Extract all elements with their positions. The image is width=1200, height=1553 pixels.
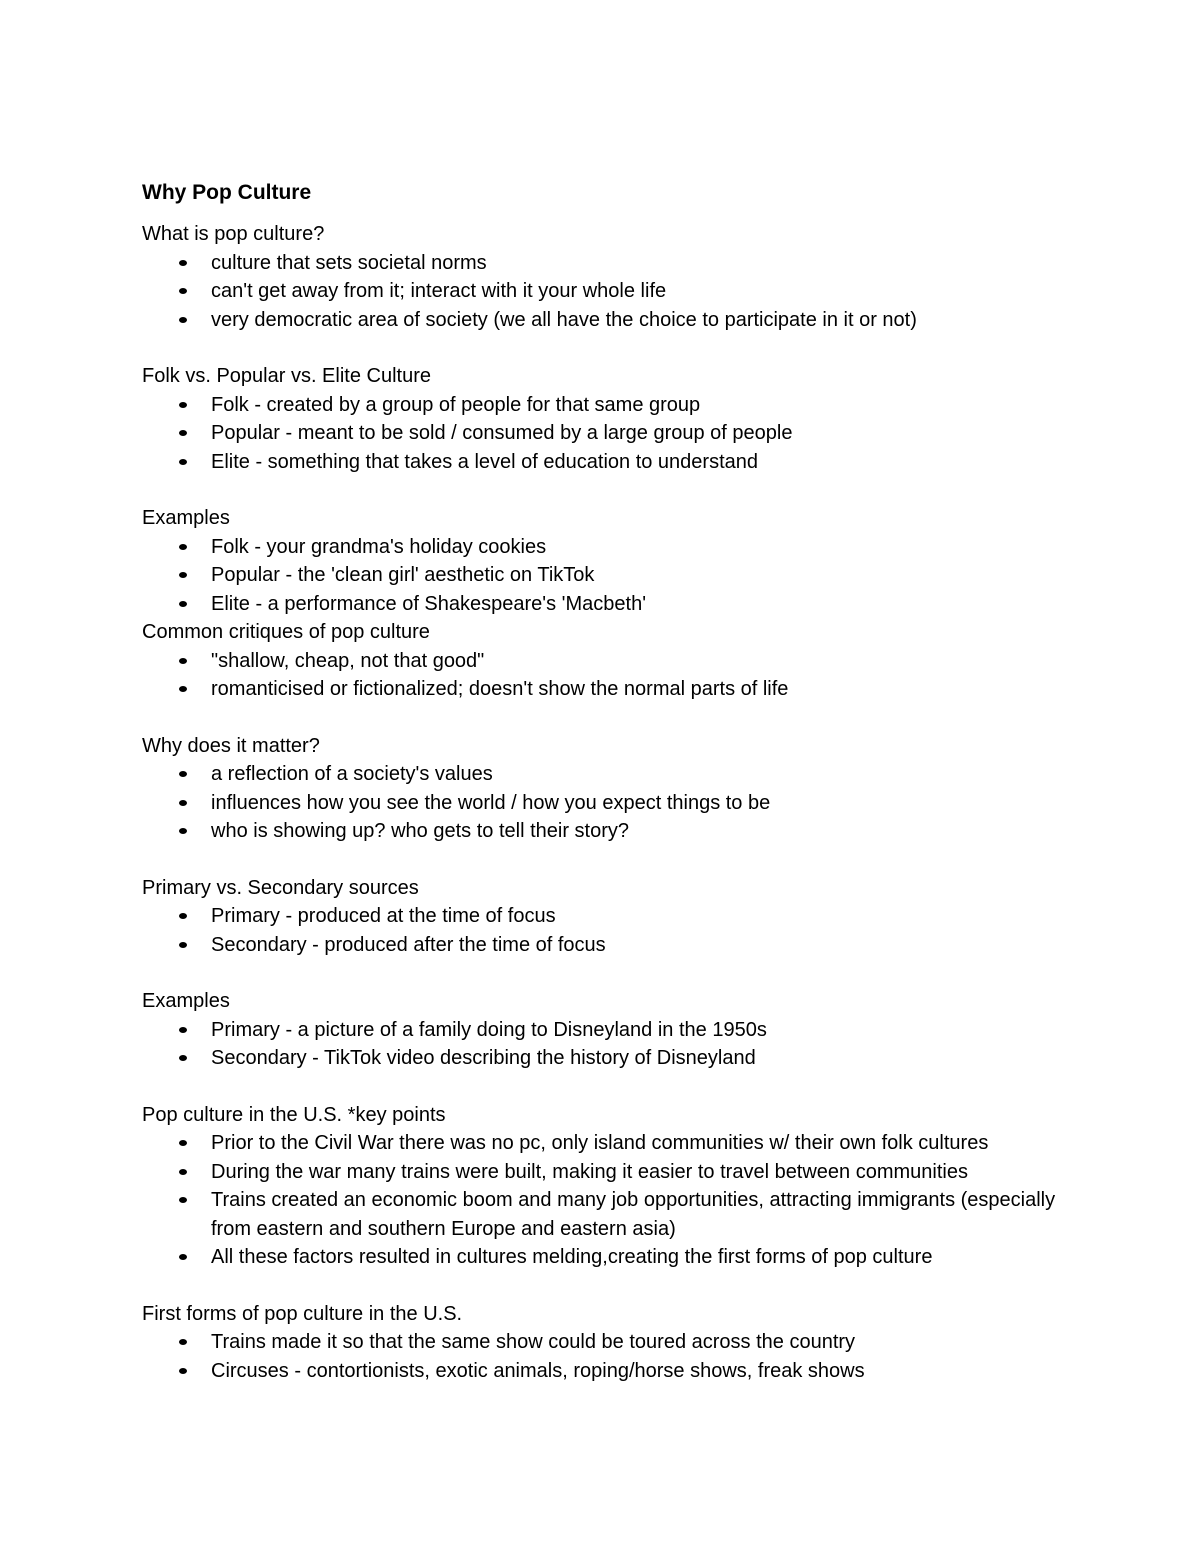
list-item-text: Elite - a performance of Shakespeare's 'Macbeth'	[211, 592, 647, 615]
bullet-icon	[179, 1197, 187, 1203]
list-item-text: Primary - produced at the time of focus	[211, 905, 556, 927]
list-item-text: Primary - a picture of a family doing to Disneyland in the 1950s	[211, 1018, 767, 1041]
list-item-text: Secondary - TikTok video describing the history of Disneyland	[211, 1047, 756, 1069]
section-heading: Common critiques of pop culture	[142, 621, 430, 643]
bullet-icon	[179, 800, 187, 806]
list-item	[142, 448, 1072, 477]
bullet-icon	[179, 1339, 187, 1345]
section-examples-culture	[142, 504, 1072, 618]
list-item	[142, 647, 1072, 676]
list-item-text: who is showing up? who gets to tell their story?	[211, 820, 629, 842]
list-item-text: Popular - meant to be sold / consumed by a large group of people	[211, 422, 793, 444]
bullet-icon	[179, 1027, 187, 1033]
bullet-icon	[179, 658, 187, 664]
section-heading: What is pop culture?	[142, 223, 325, 245]
section-first-forms-pop-culture	[142, 1300, 1072, 1386]
list-item-text: a reflection of a society's values	[211, 763, 493, 785]
bullet-icon	[179, 544, 187, 550]
list-item	[142, 789, 1072, 818]
list-item-text: "shallow, cheap, not that good"	[211, 649, 485, 672]
list-item-text: influences how you see the world / how you expect things to be	[211, 791, 771, 814]
list-item	[142, 760, 1072, 789]
list-item-text: All these factors resulted in cultures melding,creating the first forms of pop culture	[211, 1246, 933, 1268]
list-item-text: Folk - created by a group of people for that same group	[211, 393, 701, 416]
list-item	[142, 675, 1072, 704]
section-examples-sources	[142, 987, 1072, 1073]
bullet-icon	[179, 260, 187, 266]
list-item-text: culture that sets societal norms	[211, 251, 487, 274]
section-heading: Examples	[142, 990, 230, 1012]
bullet-icon	[179, 459, 187, 465]
section-heading: Why does it matter?	[142, 734, 320, 757]
section-heading: Pop culture in the U.S. *key points	[142, 1103, 446, 1126]
list-item	[142, 306, 1072, 335]
list-item-text: Elite - something that takes a level of education to understand	[211, 450, 759, 473]
bullet-icon	[179, 913, 187, 919]
bullet-icon	[179, 402, 187, 408]
bullet-icon	[179, 771, 187, 777]
list-item-text: Popular - the 'clean girl' aesthetic on TikTok	[211, 564, 595, 586]
bullet-icon	[179, 1055, 187, 1061]
bullet-icon	[179, 1140, 187, 1146]
list-item-text: Trains created an economic boom and many job opportunities, attracting immigrants (especially from eastern and southern Europe and eastern asia)	[211, 1189, 1056, 1240]
bullet-list	[142, 1328, 1072, 1385]
list-item-text: During the war many trains were built, making it easier to travel between communities	[211, 1160, 968, 1183]
bullet-list	[142, 902, 1072, 959]
bullet-icon	[179, 1169, 187, 1175]
list-item-text: Folk - your grandma's holiday cookies	[211, 535, 547, 558]
bullet-list	[142, 249, 1072, 335]
list-item-text: very democratic area of society (we all have the choice to participate in it or not)	[211, 308, 917, 331]
bullet-list	[142, 533, 1072, 619]
list-item	[142, 277, 1072, 306]
list-item-text: Trains made it so that the same show could be toured across the country	[211, 1331, 856, 1353]
list-item	[142, 1016, 1072, 1045]
section-what-is-pop-culture	[142, 220, 1072, 334]
bullet-icon	[179, 572, 187, 578]
list-item	[142, 419, 1072, 448]
bullet-icon	[179, 317, 187, 323]
list-item	[142, 1357, 1072, 1386]
bullet-icon	[179, 828, 187, 834]
section-heading: Examples	[142, 507, 230, 529]
list-item-text: can't get away from it; interact with it your whole life	[211, 280, 667, 302]
list-item-text: romanticised or fictionalized; doesn't show the normal parts of life	[211, 678, 789, 700]
document-body	[142, 178, 1072, 1385]
bullet-list	[142, 1016, 1072, 1073]
list-item	[142, 1044, 1072, 1073]
list-item	[142, 391, 1072, 420]
list-item	[142, 1129, 1072, 1158]
list-item-text: Secondary - produced after the time of focus	[211, 933, 606, 956]
bullet-icon	[179, 1254, 187, 1260]
page-title: Why Pop Culture	[142, 181, 312, 204]
list-item	[142, 1328, 1072, 1357]
bullet-list	[142, 647, 1072, 704]
bullet-icon	[179, 430, 187, 436]
bullet-list	[142, 1129, 1072, 1272]
list-item	[142, 1158, 1072, 1187]
list-item	[142, 590, 1072, 619]
section-heading: First forms of pop culture in the U.S.	[142, 1302, 463, 1325]
bullet-icon	[179, 288, 187, 294]
bullet-icon	[179, 686, 187, 692]
section-pop-culture-us-key-points	[142, 1101, 1072, 1272]
list-item	[142, 561, 1072, 590]
list-item-text: Circuses - contortionists, exotic animals, roping/horse shows, freak shows	[211, 1359, 865, 1382]
bullet-icon	[179, 1368, 187, 1374]
list-item	[142, 1186, 1072, 1243]
section-folk-popular-elite	[142, 362, 1072, 476]
section-why-does-it-matter	[142, 732, 1072, 846]
bullet-icon	[179, 942, 187, 948]
section-primary-secondary-sources	[142, 874, 1072, 960]
bullet-list	[142, 760, 1072, 846]
section-common-critiques	[142, 618, 1072, 704]
list-item	[142, 902, 1072, 931]
section-heading: Folk vs. Popular vs. Elite Culture	[142, 365, 431, 387]
list-item	[142, 249, 1072, 278]
list-item	[142, 533, 1072, 562]
bullet-icon	[179, 601, 187, 607]
list-item-text: Prior to the Civil War there was no pc, only island communities w/ their own folk cultures	[211, 1132, 989, 1154]
list-item	[142, 1243, 1072, 1272]
list-item	[142, 931, 1072, 960]
bullet-list	[142, 391, 1072, 477]
list-item	[142, 817, 1072, 846]
section-heading: Primary vs. Secondary sources	[142, 876, 419, 899]
